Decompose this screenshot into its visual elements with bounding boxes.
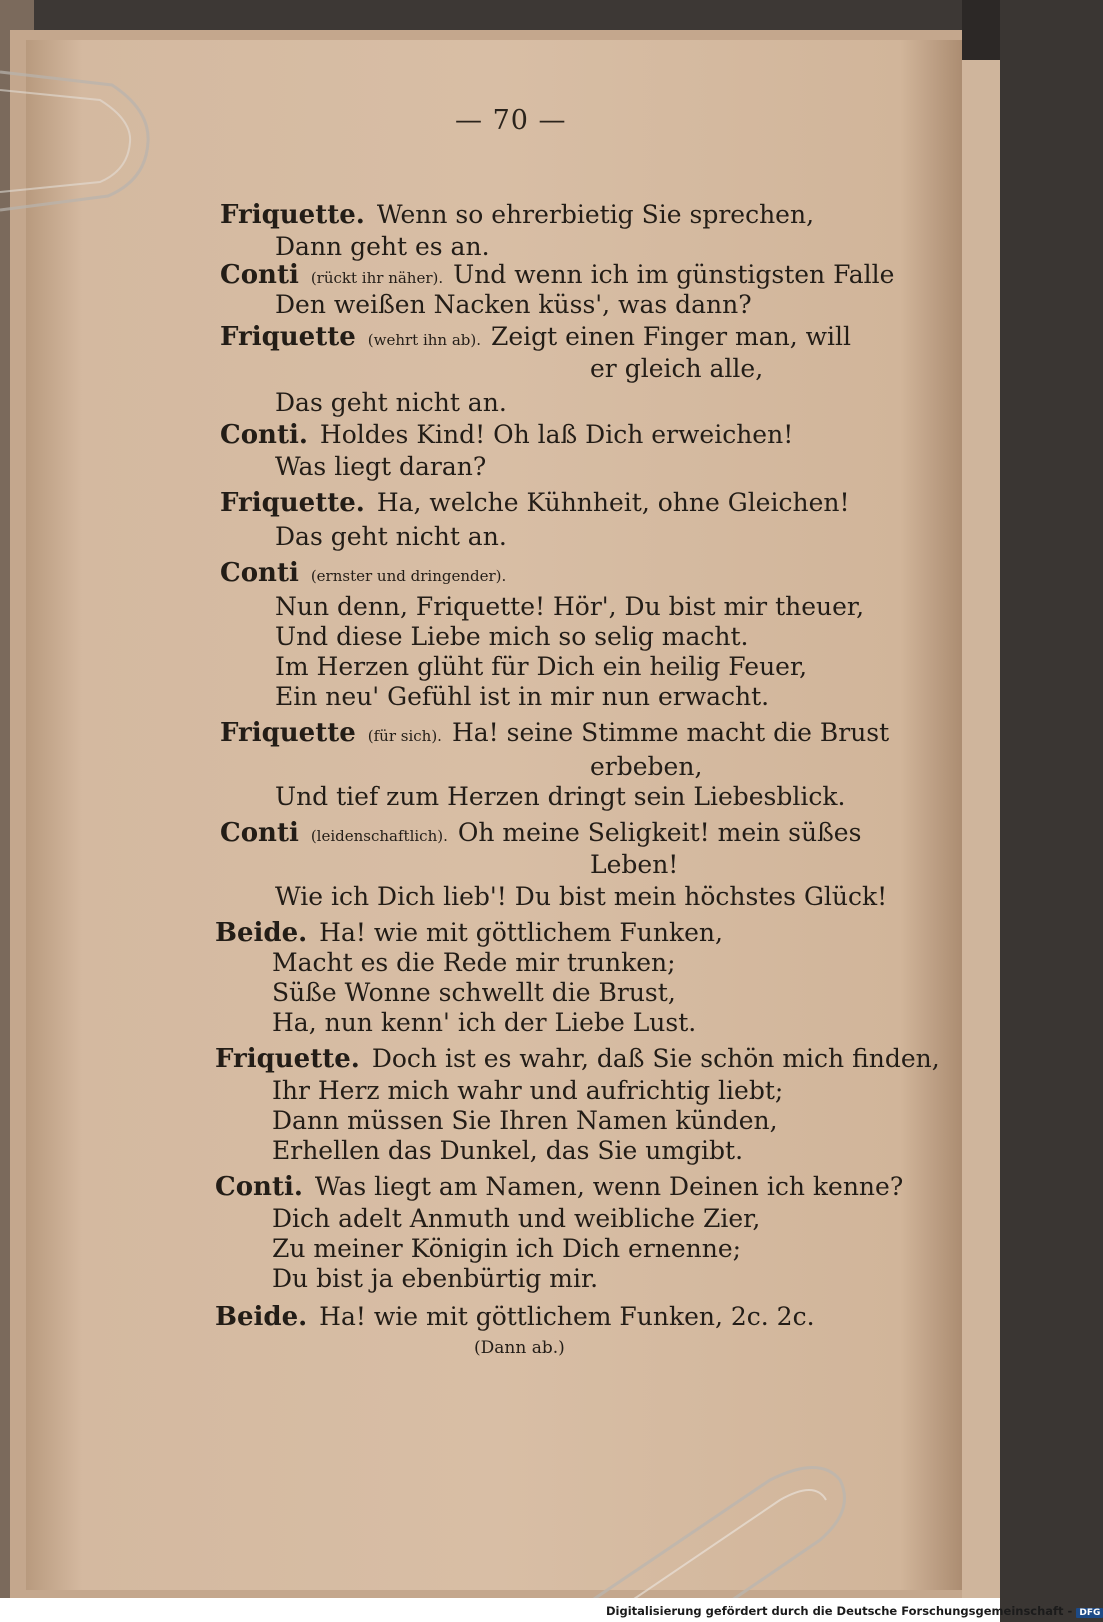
verse-text: Holdes Kind! Oh laß Dich erweichen!	[319, 420, 794, 449]
verse-text: Zu meiner Königin ich Dich ernenne;	[272, 1234, 742, 1263]
dialogue-line	[590, 850, 678, 879]
stage-note: (leidenschaftlich).	[310, 827, 448, 845]
verse-text: Ihr Herz mich wahr und aufrichtig liebt;	[272, 1076, 784, 1105]
dialogue-line	[275, 652, 807, 681]
dialogue-line	[272, 1204, 760, 1233]
verse-text: Süße Wonne schwellt die Brust,	[272, 978, 676, 1007]
verse-text: Oh meine Seligkeit! mein süßes	[457, 818, 862, 847]
verse-text: Ha! seine Stimme macht die Brust	[451, 718, 890, 747]
footer-text: Digitalisierung gefördert durch die Deutsche Forschungsgemeinschaft -	[606, 1604, 1073, 1618]
verse-text: Wie ich Dich lieb'! Du bist mein höchstes Glück!	[275, 882, 888, 911]
speaker-name: Conti	[220, 818, 299, 848]
verse-text: erbeben,	[590, 752, 703, 781]
verse-text: Und diese Liebe mich so selig macht.	[275, 622, 749, 651]
verse-text: Ein neu' Gefühl ist in mir nun erwacht.	[275, 682, 770, 711]
verse-text: Im Herzen glüht für Dich ein heilig Feuer,	[275, 652, 808, 681]
speaker-name: Conti.	[215, 1172, 303, 1202]
stage-direction: (Dann ab.)	[474, 1338, 565, 1358]
verse-text: Was liegt daran?	[275, 452, 487, 481]
verse-text: Was liegt am Namen, wenn Deinen ich kenne?	[314, 1172, 904, 1201]
dialogue-line	[275, 232, 490, 261]
speaker-name: Friquette.	[220, 488, 365, 518]
dialogue-line	[590, 354, 763, 383]
verse-text: Das geht nicht an.	[275, 388, 507, 417]
dfg-logo: DFG	[1076, 1608, 1103, 1618]
verse-text: Nun denn, Friquette! Hör', Du bist mir theuer,	[275, 592, 865, 621]
speaker-name: Friquette.	[220, 200, 365, 230]
stage-note: (für sich).	[367, 727, 442, 745]
digitization-footer	[606, 1604, 1103, 1618]
verse-text: Ha! wie mit göttlichem Funken, 2c. 2c.	[319, 1302, 815, 1331]
verse-text: Du bist ja ebenbürtig mir.	[272, 1264, 599, 1293]
speaker-name: Friquette	[220, 322, 356, 352]
dialogue-line	[220, 488, 850, 518]
speaker-name: Beide.	[215, 918, 308, 948]
dialogue-line	[275, 452, 486, 481]
dialogue-line	[275, 290, 752, 319]
stage-note: (wehrt ihn ab).	[367, 331, 482, 349]
stage-note: (ernster und dringender).	[310, 567, 507, 585]
dialogue-line	[275, 522, 507, 551]
dialogue-line	[272, 948, 676, 977]
speaker-name: Conti.	[220, 420, 308, 450]
speaker-name: Beide.	[215, 1302, 308, 1332]
verse-text: Und wenn ich im günstigsten Falle	[453, 260, 895, 289]
dialogue-line	[272, 1106, 778, 1135]
verse-text: Dich adelt Anmuth und weibliche Zier,	[272, 1204, 761, 1233]
page-number: — 70 —	[455, 105, 567, 136]
dialogue-line	[275, 682, 769, 711]
verse-text: Ha, welche Kühnheit, ohne Gleichen!	[376, 488, 850, 517]
verse-text: Erhellen das Dunkel, das Sie umgibt.	[272, 1136, 744, 1165]
dialogue-line	[220, 200, 814, 230]
dialogue-line	[272, 978, 676, 1007]
dialogue-line	[220, 818, 861, 848]
verse-text: Wenn so ehrerbietig Sie sprechen,	[376, 200, 815, 229]
dialogue-line	[272, 1264, 598, 1293]
verse-text: Ha! wie mit göttlichem Funken,	[319, 918, 723, 947]
verse-text: Das geht nicht an.	[275, 522, 507, 551]
verse-text: Ha, nun kenn' ich der Liebe Lust.	[272, 1008, 697, 1037]
verse-text: Leben!	[590, 850, 679, 879]
verse-text: Und tief zum Herzen dringt sein Liebesblick.	[275, 782, 846, 811]
dialogue-line	[220, 260, 894, 290]
dialogue-line	[275, 388, 507, 417]
stage-note: (rückt ihr näher).	[310, 269, 444, 287]
verse-text: Zeigt einen Finger man, will	[491, 322, 852, 351]
dialogue-line	[215, 1172, 903, 1202]
dialogue-line	[272, 1076, 783, 1105]
dialogue-line	[215, 918, 723, 948]
speaker-name: Conti	[220, 558, 299, 588]
verse-text: Doch ist es wahr, daß Sie schön mich finden,	[371, 1044, 940, 1073]
dialogue-line	[272, 1136, 743, 1165]
speaker-name: Friquette.	[215, 1044, 360, 1074]
dialogue-line	[220, 718, 889, 748]
dialogue-line	[590, 752, 702, 781]
dialogue-line	[215, 1302, 815, 1332]
verse-text: er gleich alle,	[590, 354, 764, 383]
speaker-name: Conti	[220, 260, 299, 290]
verse-text: Dann geht es an.	[275, 232, 490, 261]
dialogue-line	[220, 420, 793, 450]
verse-text: Den weißen Nacken küss', was dann?	[275, 290, 752, 319]
verse-text: Macht es die Rede mir trunken;	[272, 948, 676, 977]
dialogue-line	[272, 1234, 741, 1263]
speaker-name: Friquette	[220, 718, 356, 748]
dialogue-line	[275, 782, 845, 811]
dialogue-line	[272, 1008, 696, 1037]
dialogue-line	[220, 322, 851, 352]
dialogue-line	[275, 622, 748, 651]
dialogue-line	[275, 592, 864, 621]
dialogue-line	[275, 882, 887, 911]
verse-text: Dann müssen Sie Ihren Namen künden,	[272, 1106, 778, 1135]
dialogue-line	[215, 1044, 940, 1074]
dialogue-line	[220, 558, 516, 588]
